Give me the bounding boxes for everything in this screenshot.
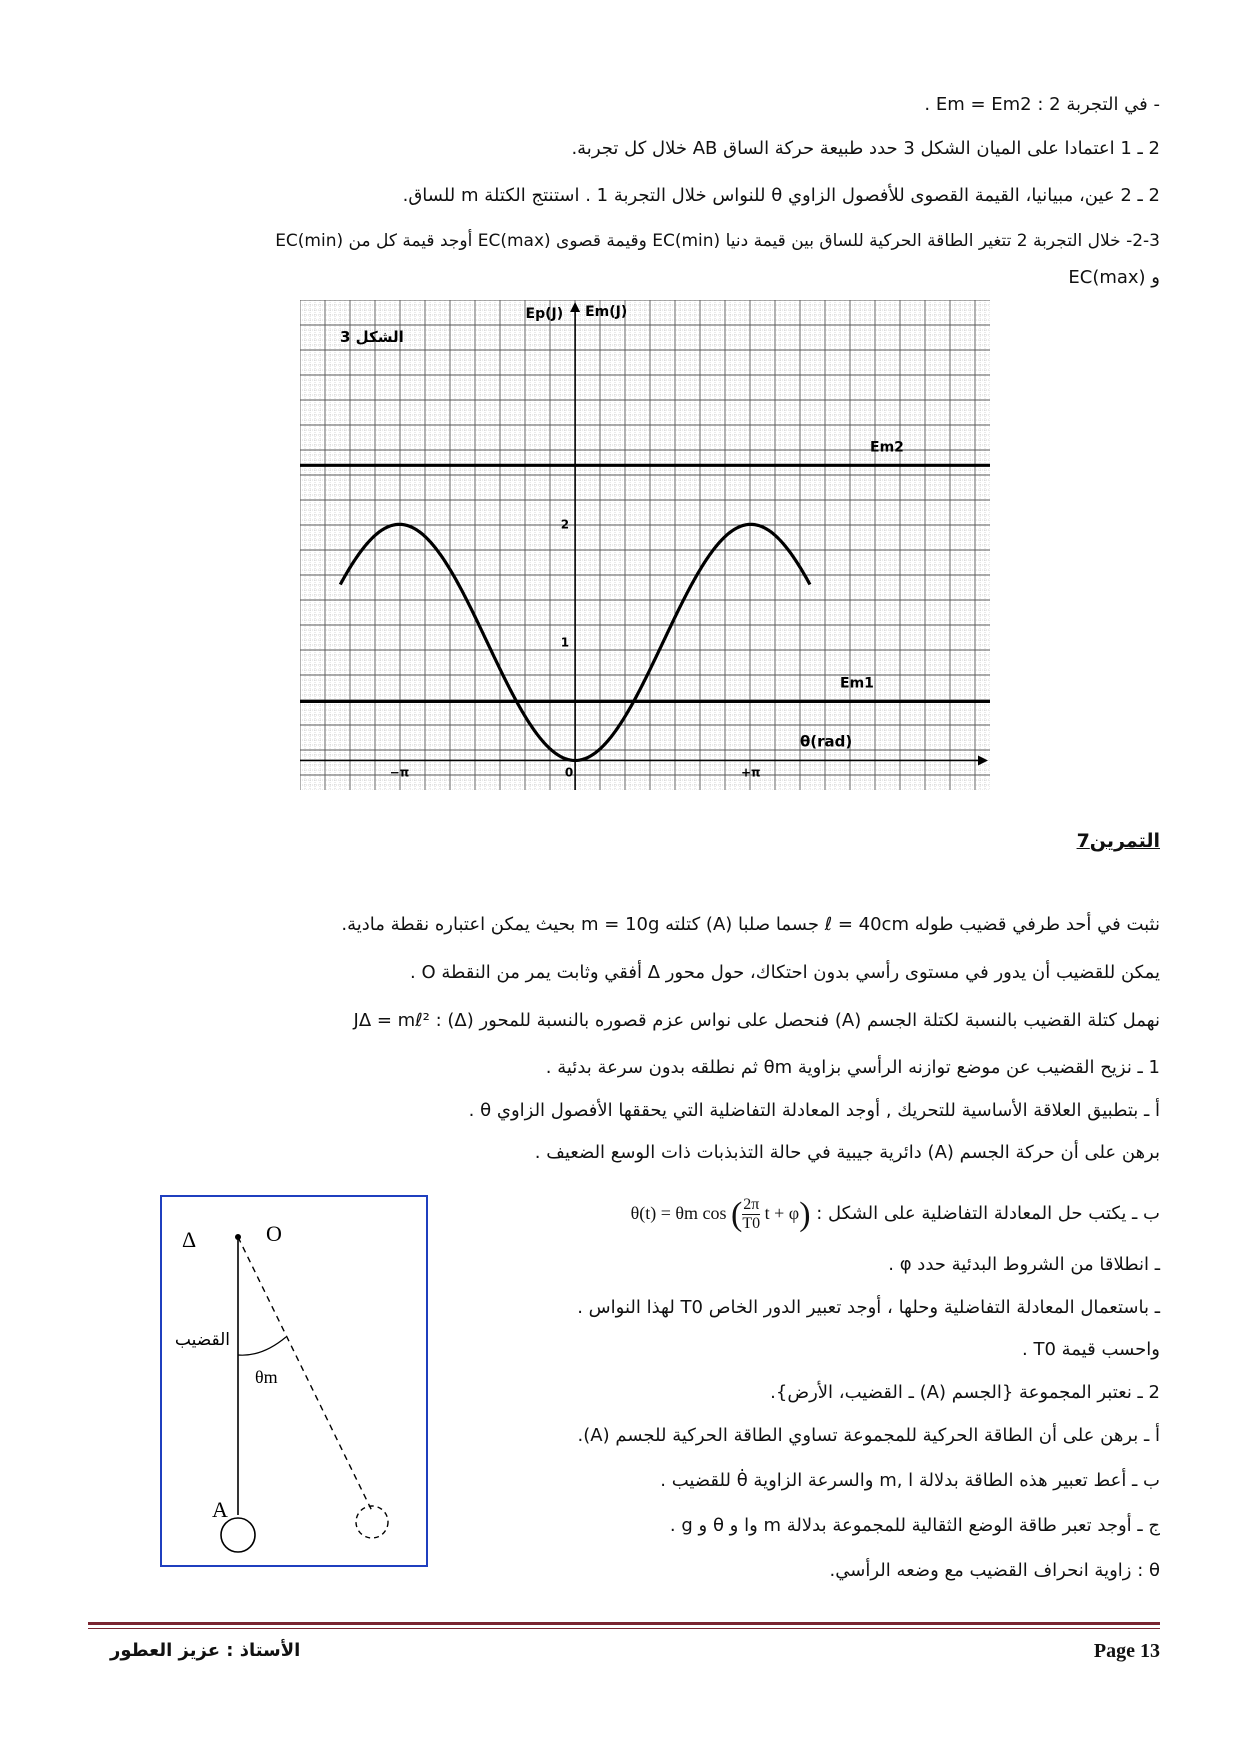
x-tick-label: −π [389,765,410,780]
footer-divider-thin [88,1628,1160,1629]
eq-left: θ(t) = θm cos [630,1203,727,1223]
page-number: Page 13 [1093,1640,1160,1662]
o-label: O [266,1221,282,1246]
mass-a [221,1518,255,1552]
footer-divider [88,1622,1160,1625]
text-line: 2 ـ نعتبر المجموعة {الجسم (A) ـ القضيب، الأرض}. [770,1382,1160,1403]
text-line: ب ـ أعط تعبير هذه الطاقة بدلالة m, l والسرعة الزاوية θ̇ للقضيب . [660,1470,1160,1491]
eq-fraction: $\frac{2\pi}{T0}$ [742,1196,761,1233]
text-line: θ : زاوية انحراف القضيب مع وضعه الرأسي. [829,1560,1160,1581]
delta-label: Δ [182,1227,197,1252]
text-line: ـ باستعمال المعادلة التفاضلية وحلها ، أوجد تعبير الدور الخاص T0 لهذا النواس . [577,1297,1160,1318]
text-line: و EC(max) [1068,267,1160,288]
y-axis-label-em: Em(J) [585,304,628,320]
text-line: ج ـ أوجد تعبر طاقة الوضع الثقالية للمجموعة بدلالة m وا و θ و g . [669,1515,1160,1536]
text-line: 2-3- خلال التجربة 2 تتغير الطاقة الحركية للساق بين قيمة دنيا EC(min) وقيمة قصوى EC(max) أوجد قيمة كل من EC(min) [275,231,1160,251]
solution-text: ب ـ يكتب حل المعادلة التفاضلية على الشكل : [816,1203,1160,1224]
text-line: ـ انطلاقا من الشروط البدئية حدد φ . [888,1254,1160,1275]
text-line: 1 ـ نزيح القضيب عن موضع توازنه الرأسي بزاوية θm ثم نطلقه بدون سرعة بدئية . [545,1057,1160,1078]
text-line: - في التجربة 2 : Em = Em2 . [924,94,1160,115]
x-tick-label: 0 [564,765,574,780]
text-line: 2 ـ 2 عين، مبيانيا، القيمة القصوى للأفصول الزاوي θ للنواس خلال التجربة 1 . استنتج الكتلة m للساق. [402,185,1160,206]
series-label-em2: Em2 [870,439,904,456]
series-label-em1: Em1 [840,675,874,692]
a-label: A [212,1497,228,1522]
exercise-title: التمرين7 [1076,830,1160,852]
solution-equation: θ(t) = θm cos ( $\frac{2\pi}{T0}$ t + φ) [630,1195,811,1233]
pendulum-figure [160,1195,428,1567]
text-line: 2 ـ 1 اعتمادا على الميان الشكل 3 حدد طبيعة حركة الساق AB خلال كل تجربة. [571,138,1160,159]
x-axis-label: θ(rad) [800,732,853,751]
text-line: نثبت في أحد طرفي قضيب طوله ℓ = 40cm جسما صلبا (A) كتلته m = 10g بحيث يمكن اعتباره نقطة مادية. [341,914,1160,935]
author: الأستاذ : عزيز العطور [110,1640,301,1661]
figure-frame [161,1196,427,1566]
x-tick-label: +π [740,765,761,780]
energy-graph [300,300,990,790]
y-tick-label: 2 [560,517,570,532]
text-line: أ ـ بتطبيق العلاقة الأساسية للتحريك , أوجد المعادلة التفاضلية التي يحققها الأفصول الزاوي θ . [468,1100,1160,1121]
solution-line [631,1190,1160,1238]
y-tick-label: 1 [560,635,570,650]
eq-right: t + φ [764,1203,800,1223]
y-axis-label-ep: Ep(J) [525,306,564,322]
chart-title: الشكل 3 [340,328,404,346]
text-line: برهن على أن حركة الجسم (A) دائرية جيبية في حالة التذبذبات ذات الوسع الضعيف . [534,1142,1160,1163]
text-line: نهمل كتلة القضيب بالنسبة لكتلة الجسم (A) فنحصل على نواس عزم قصوره بالنسبة للمحور (Δ) : JΔ = mℓ² [353,1010,1160,1031]
rod-label: القضيب [174,1330,230,1350]
text-line: أ ـ برهن على أن الطاقة الحركية للمجموعة تساوي الطاقة الحركية للجسم (A). [577,1425,1160,1446]
text-line: واحسب قيمة T0 . [1022,1339,1160,1360]
theta-label: θm [255,1367,278,1387]
text-line: يمكن للقضيب أن يدور في مستوى رأسي بدون احتكاك، حول محور Δ أفقي وثابت يمر من النقطة O . [410,962,1160,983]
